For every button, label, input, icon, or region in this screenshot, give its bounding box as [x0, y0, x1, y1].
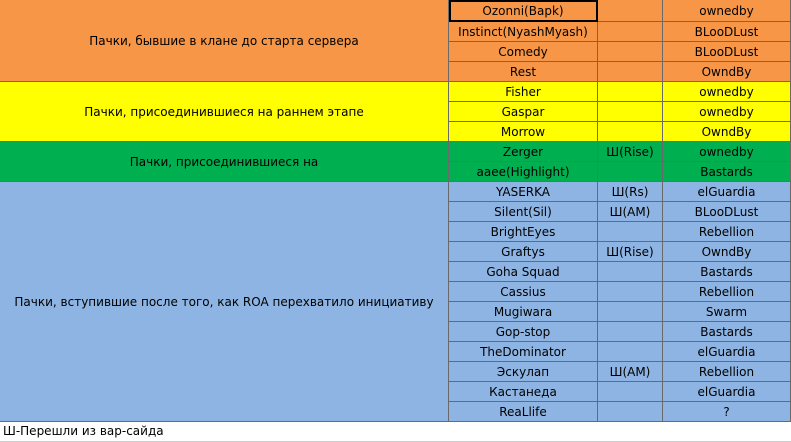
war-side-note-cell[interactable]	[598, 0, 663, 22]
clan-cell[interactable]: OwndBy	[663, 242, 791, 262]
clan-cell[interactable]: OwndBy	[663, 62, 791, 82]
war-side-note-cell[interactable]	[598, 262, 663, 282]
war-side-note-cell[interactable]: Ш(AM)	[598, 362, 663, 382]
clan-cell[interactable]: Bastards	[663, 262, 791, 282]
party-name-cell[interactable]: Fisher	[449, 82, 598, 102]
group-label[interactable]: Пачки, присоединившиеся на раннем этапе	[0, 82, 449, 142]
war-side-note-cell[interactable]	[598, 342, 663, 362]
clan-cell[interactable]: Bastards	[663, 162, 791, 182]
party-name-cell[interactable]: Rest	[449, 62, 598, 82]
party-name-cell[interactable]: aaee(Highlight)	[449, 162, 598, 182]
clan-cell[interactable]: Swarm	[663, 302, 791, 322]
clan-cell[interactable]: ?	[663, 402, 791, 422]
legend-note: Ш-Перешли из вар-сайда	[3, 424, 164, 438]
party-name-cell[interactable]: ReaLlife	[449, 402, 598, 422]
war-side-note-cell[interactable]	[598, 162, 663, 182]
party-name-cell[interactable]: BrightEyes	[449, 222, 598, 242]
clan-cell[interactable]: Rebellion	[663, 222, 791, 242]
war-side-note-cell[interactable]	[598, 102, 663, 122]
clan-cell[interactable]: ownedby	[663, 102, 791, 122]
party-name-cell[interactable]: Gop-stop	[449, 322, 598, 342]
war-side-note-cell[interactable]	[598, 82, 663, 102]
party-name-cell[interactable]: Goha Squad	[449, 262, 598, 282]
party-name-cell[interactable]: YASERKA	[449, 182, 598, 202]
clan-cell[interactable]: BLooDLust	[663, 202, 791, 222]
war-side-note-cell[interactable]: Ш(AM)	[598, 202, 663, 222]
war-side-note-cell[interactable]	[598, 402, 663, 422]
clan-cell[interactable]: Bastards	[663, 322, 791, 342]
party-name-cell[interactable]: Ozonni(Bapk)	[449, 0, 598, 22]
party-name-cell[interactable]: Mugiwara	[449, 302, 598, 322]
clan-cell[interactable]: ownedby	[663, 0, 791, 22]
party-name-cell[interactable]: Instinct(NyashMyash)	[449, 22, 598, 42]
party-name-cell[interactable]: Comedy	[449, 42, 598, 62]
clan-cell[interactable]: Rebellion	[663, 282, 791, 302]
war-side-note-cell[interactable]: Ш(Rise)	[598, 142, 663, 162]
war-side-note-cell[interactable]	[598, 122, 663, 142]
group-label[interactable]: Пачки, вступившие после того, как ROA перехватило инициативу	[0, 182, 449, 422]
party-name-cell[interactable]: Cassius	[449, 282, 598, 302]
party-name-cell[interactable]: Кастанеда	[449, 382, 598, 402]
group-label[interactable]: Пачки, бывшие в клане до старта сервера	[0, 0, 449, 82]
clan-cell[interactable]: OwndBy	[663, 122, 791, 142]
party-name-cell[interactable]: Morrow	[449, 122, 598, 142]
war-side-note-cell[interactable]	[598, 22, 663, 42]
party-name-cell[interactable]: Zerger	[449, 142, 598, 162]
war-side-note-cell[interactable]	[598, 42, 663, 62]
war-side-note-cell[interactable]	[598, 302, 663, 322]
war-side-note-cell[interactable]	[598, 62, 663, 82]
clan-cell[interactable]: BLooDLust	[663, 42, 791, 62]
war-side-note-cell[interactable]	[598, 382, 663, 402]
war-side-note-cell[interactable]	[598, 282, 663, 302]
group-label[interactable]: Пачки, присоединившиеся на	[0, 142, 449, 182]
clan-cell[interactable]: BLooDLust	[663, 22, 791, 42]
party-name-cell[interactable]: TheDominator	[449, 342, 598, 362]
party-name-cell[interactable]: Graftys	[449, 242, 598, 262]
clan-cell[interactable]: ownedby	[663, 142, 791, 162]
war-side-note-cell[interactable]	[598, 322, 663, 342]
clan-cell[interactable]: ownedby	[663, 82, 791, 102]
party-name-cell[interactable]: Gaspar	[449, 102, 598, 122]
clan-cell[interactable]: Rebellion	[663, 362, 791, 382]
clan-cell[interactable]: elGuardia	[663, 382, 791, 402]
party-name-cell[interactable]: Silent(Sil)	[449, 202, 598, 222]
war-side-note-cell[interactable]	[598, 222, 663, 242]
war-side-note-cell[interactable]: Ш(Rise)	[598, 242, 663, 262]
war-side-note-cell[interactable]: Ш(Rs)	[598, 182, 663, 202]
party-name-cell[interactable]: Эскулап	[449, 362, 598, 382]
clan-cell[interactable]: elGuardia	[663, 182, 791, 202]
clan-cell[interactable]: elGuardia	[663, 342, 791, 362]
